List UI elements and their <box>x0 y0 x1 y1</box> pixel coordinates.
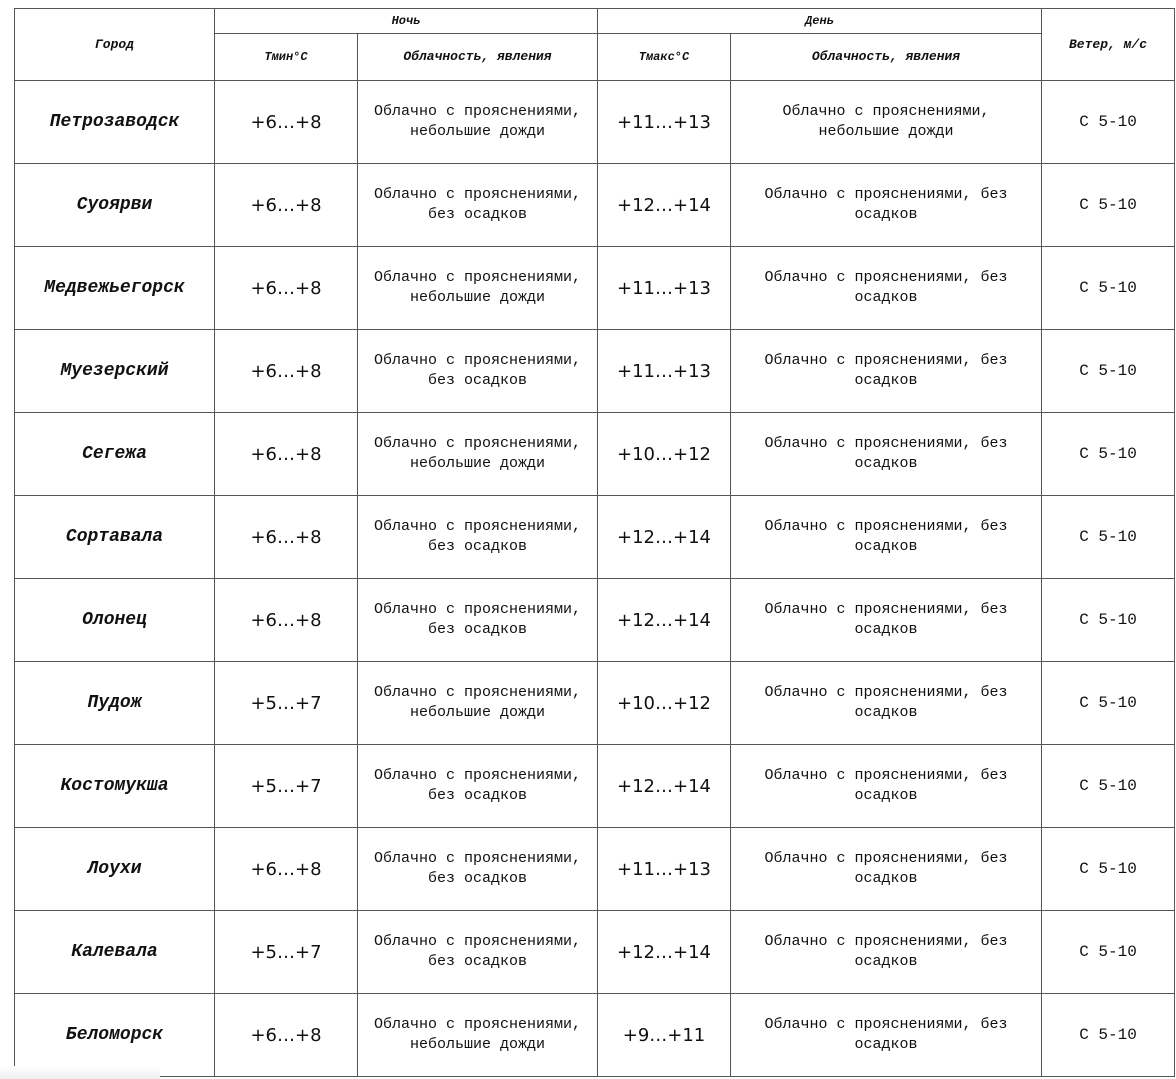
city-cell: Муезерский <box>15 330 215 413</box>
night-cloud-cell: Облачно с прояснениями, небольшие дожди <box>358 413 598 496</box>
day-cloud-cell: Облачно с прояснениями, без осадков <box>731 164 1042 247</box>
city-cell: Лоухи <box>15 828 215 911</box>
night-cloud-cell: Облачно с прояснениями, без осадков <box>358 164 598 247</box>
tmin-cell: +6…+8 <box>215 994 358 1077</box>
day-cloud-cell: Облачно с прояснениями, без осадков <box>731 247 1042 330</box>
tmin-cell: +6…+8 <box>215 164 358 247</box>
tmax-cell: +12…+14 <box>598 164 731 247</box>
city-cell: Сортавала <box>15 496 215 579</box>
tmax-cell: +12…+14 <box>598 579 731 662</box>
header-day: День <box>598 9 1042 34</box>
header-row-top <box>15 9 1175 34</box>
wind-cell: С 5-10 <box>1042 994 1175 1077</box>
forecast-table <box>14 8 1175 1077</box>
tmax-cell: +11…+13 <box>598 247 731 330</box>
tmin-cell: +5…+7 <box>215 911 358 994</box>
night-cloud-cell: Облачно с прояснениями, без осадков <box>358 828 598 911</box>
header-tmax: Тмакс°С <box>598 34 731 81</box>
night-cloud-cell: Облачно с прояснениями, без осадков <box>358 496 598 579</box>
tmax-cell: +11…+13 <box>598 330 731 413</box>
table-row <box>15 828 1175 911</box>
night-cloud-cell: Облачно с прояснениями, без осадков <box>358 911 598 994</box>
tmax-cell: +9…+11 <box>598 994 731 1077</box>
night-cloud-cell: Облачно с прояснениями, небольшие дожди <box>358 662 598 745</box>
tmax-cell: +11…+13 <box>598 828 731 911</box>
tmax-cell: +10…+12 <box>598 662 731 745</box>
day-cloud-cell: Облачно с прояснениями, без осадков <box>731 662 1042 745</box>
wind-cell: С 5-10 <box>1042 413 1175 496</box>
bottom-edge-artifact <box>0 1066 160 1079</box>
header-wind: Ветер, м/с <box>1042 9 1175 81</box>
night-cloud-cell: Облачно с прояснениями, без осадков <box>358 330 598 413</box>
night-cloud-cell: Облачно с прояснениями, небольшие дожди <box>358 994 598 1077</box>
day-cloud-cell: Облачно с прояснениями, без осадков <box>731 911 1042 994</box>
table-row <box>15 994 1175 1077</box>
day-cloud-cell: Облачно с прояснениями, без осадков <box>731 496 1042 579</box>
night-cloud-cell: Облачно с прояснениями, небольшие дожди <box>358 81 598 164</box>
tmin-cell: +6…+8 <box>215 81 358 164</box>
wind-cell: С 5-10 <box>1042 496 1175 579</box>
city-cell: Беломорск <box>15 994 215 1077</box>
night-cloud-cell: Облачно с прояснениями, без осадков <box>358 745 598 828</box>
table-row <box>15 164 1175 247</box>
header-tmin: Тмин°С <box>215 34 358 81</box>
table-row <box>15 662 1175 745</box>
table-row <box>15 413 1175 496</box>
tmin-cell: +5…+7 <box>215 745 358 828</box>
forecast-table-container <box>14 8 1175 1077</box>
tmax-cell: +12…+14 <box>598 496 731 579</box>
table-row <box>15 247 1175 330</box>
city-cell: Калевала <box>15 911 215 994</box>
night-cloud-cell: Облачно с прояснениями, небольшие дожди <box>358 247 598 330</box>
tmax-cell: +12…+14 <box>598 745 731 828</box>
city-cell: Сегежа <box>15 413 215 496</box>
tmin-cell: +6…+8 <box>215 579 358 662</box>
table-row <box>15 330 1175 413</box>
table-row <box>15 911 1175 994</box>
wind-cell: С 5-10 <box>1042 81 1175 164</box>
tmin-cell: +6…+8 <box>215 496 358 579</box>
tmax-cell: +10…+12 <box>598 413 731 496</box>
header-night-cloud: Облачность, явления <box>358 34 598 81</box>
wind-cell: С 5-10 <box>1042 164 1175 247</box>
day-cloud-cell: Облачно с прояснениями, без осадков <box>731 994 1042 1077</box>
tmax-cell: +12…+14 <box>598 911 731 994</box>
city-cell: Суоярви <box>15 164 215 247</box>
table-row <box>15 496 1175 579</box>
city-cell: Костомукша <box>15 745 215 828</box>
city-cell: Олонец <box>15 579 215 662</box>
city-cell: Петрозаводск <box>15 81 215 164</box>
tmin-cell: +6…+8 <box>215 828 358 911</box>
wind-cell: С 5-10 <box>1042 579 1175 662</box>
tmax-cell: +11…+13 <box>598 81 731 164</box>
wind-cell: С 5-10 <box>1042 662 1175 745</box>
day-cloud-cell: Облачно с прояснениями, без осадков <box>731 828 1042 911</box>
wind-cell: С 5-10 <box>1042 911 1175 994</box>
tmin-cell: +6…+8 <box>215 330 358 413</box>
day-cloud-cell: Облачно с прояснениями, без осадков <box>731 413 1042 496</box>
tmin-cell: +6…+8 <box>215 413 358 496</box>
wind-cell: С 5-10 <box>1042 247 1175 330</box>
table-body <box>15 81 1175 1077</box>
day-cloud-cell: Облачно с прояснениями, без осадков <box>731 330 1042 413</box>
night-cloud-cell: Облачно с прояснениями, без осадков <box>358 579 598 662</box>
city-cell: Медвежьегорск <box>15 247 215 330</box>
day-cloud-cell: Облачно с прояснениями, без осадков <box>731 745 1042 828</box>
table-row <box>15 81 1175 164</box>
day-cloud-cell: Облачно с прояснениями, небольшие дожди <box>731 81 1042 164</box>
day-cloud-cell: Облачно с прояснениями, без осадков <box>731 579 1042 662</box>
table-row <box>15 579 1175 662</box>
header-city: Город <box>15 9 215 81</box>
tmin-cell: +6…+8 <box>215 247 358 330</box>
city-cell: Пудож <box>15 662 215 745</box>
header-night: Ночь <box>215 9 598 34</box>
wind-cell: С 5-10 <box>1042 330 1175 413</box>
wind-cell: С 5-10 <box>1042 745 1175 828</box>
header-day-cloud: Облачность, явления <box>731 34 1042 81</box>
tmin-cell: +5…+7 <box>215 662 358 745</box>
table-row <box>15 745 1175 828</box>
wind-cell: С 5-10 <box>1042 828 1175 911</box>
